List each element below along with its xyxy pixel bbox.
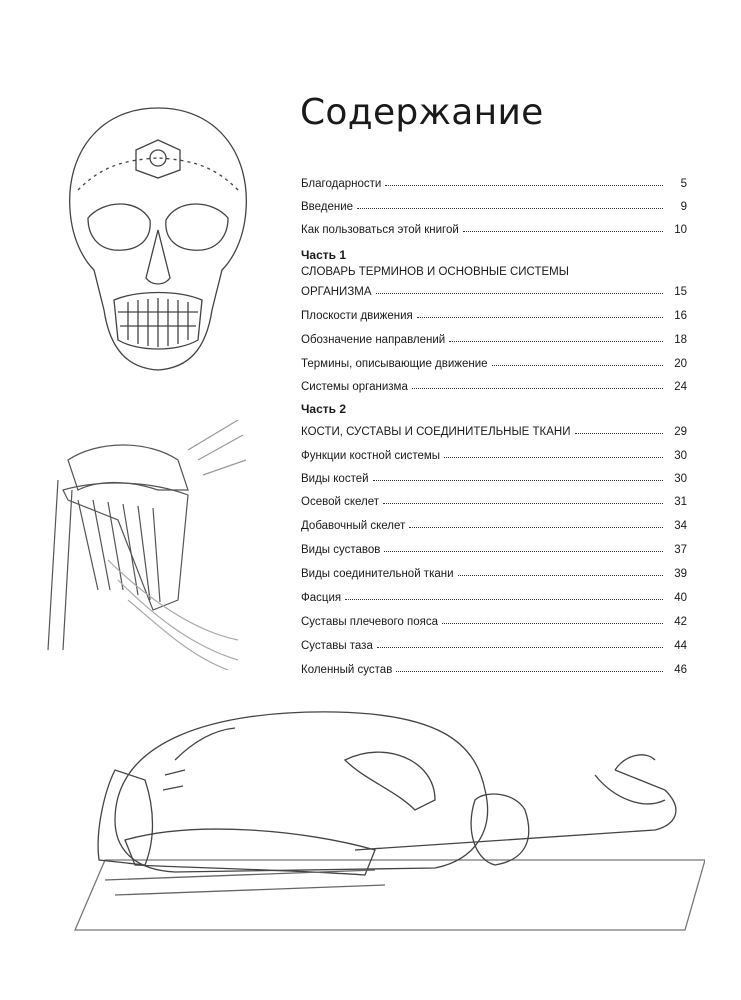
toc-entry-page: 9: [680, 201, 687, 213]
toc-entry[interactable]: [301, 280, 687, 298]
forward-fold-illustration: [55, 700, 705, 960]
toc-entry[interactable]: [301, 420, 687, 438]
toc-leader: [442, 623, 663, 624]
toc-leader: [383, 503, 663, 504]
toc-leader: [458, 575, 663, 576]
toc-entry[interactable]: [301, 586, 687, 604]
toc-leader: [357, 208, 663, 209]
toc-leader: [575, 433, 664, 434]
toc-entry-label: Функции костной системы: [301, 450, 444, 462]
toc-entry[interactable]: [301, 634, 687, 652]
toc-entry-label: Добавочный скелет: [301, 520, 409, 532]
part-title-line: КОСТИ, СУСТАВЫ И СОЕДИНИТЕЛЬНЫЕ ТКАНИ: [301, 426, 575, 438]
toc-entry-page: 10: [674, 224, 687, 236]
toc-leader: [377, 647, 663, 648]
toc-leader: [409, 527, 663, 528]
toc-entry-label: Фасция: [301, 592, 345, 604]
part-title-line: ОРГАНИЗМА: [301, 286, 376, 298]
toc-entry-page: 15: [674, 286, 687, 298]
part-heading: Часть 2: [301, 402, 347, 416]
shoulder-illustration: [38, 420, 248, 670]
toc-entry-label: Виды костей: [301, 473, 373, 485]
toc-entry-label: Осевой скелет: [301, 496, 383, 508]
page-title: Содержание: [300, 92, 544, 133]
toc-entry-label: Введение: [301, 201, 357, 213]
part-title-line: СЛОВАРЬ ТЕРМИНОВ И ОСНОВНЫЕ СИСТЕМЫ: [301, 266, 569, 278]
toc-entry[interactable]: [301, 467, 687, 485]
toc-leader: [444, 457, 663, 458]
toc-entry-page: 42: [674, 616, 687, 628]
toc-leader: [384, 551, 663, 552]
toc-entry-page: 46: [674, 664, 687, 676]
toc-leader: [412, 388, 663, 389]
toc-entry[interactable]: [301, 328, 687, 346]
toc-entry[interactable]: [301, 195, 687, 213]
toc-entry-page: 18: [674, 334, 687, 346]
toc-leader: [463, 231, 663, 232]
toc-entry[interactable]: [301, 490, 687, 508]
toc-leader: [417, 317, 663, 318]
toc-entry[interactable]: [301, 514, 687, 532]
toc-entry[interactable]: [301, 610, 687, 628]
toc-entry[interactable]: [301, 304, 687, 322]
toc-leader: [385, 185, 663, 186]
toc-entry-label: Коленный сустав: [301, 664, 396, 676]
toc-entry-page: 16: [674, 310, 687, 322]
toc-entry-page: 37: [674, 544, 687, 556]
toc-entry-page: 39: [674, 568, 687, 580]
toc-entry-page: 31: [674, 496, 687, 508]
toc-entry[interactable]: [301, 352, 687, 370]
toc-entry-label: Системы организма: [301, 381, 412, 393]
toc-entry-page: 44: [674, 640, 687, 652]
toc-leader: [449, 341, 663, 342]
toc-entry[interactable]: [301, 375, 687, 393]
toc-entry-page: 29: [674, 426, 687, 438]
toc-entry-page: 30: [674, 473, 687, 485]
toc-leader: [345, 599, 663, 600]
toc-entry-label: Виды суставов: [301, 544, 384, 556]
part-heading: Часть 1: [301, 248, 347, 262]
toc-leader: [492, 365, 663, 366]
skull-illustration: [58, 100, 258, 380]
toc-entry-label: Благодарности: [301, 178, 385, 190]
toc-leader: [396, 671, 663, 672]
toc-entry-label: Термины, описывающие движение: [301, 358, 492, 370]
toc-leader: [373, 480, 663, 481]
toc-entry-label: Суставы таза: [301, 640, 377, 652]
toc-entry-label: Суставы плечевого пояса: [301, 616, 442, 628]
toc-entry[interactable]: [301, 172, 687, 190]
toc-leader: [376, 293, 663, 294]
toc-entry[interactable]: [301, 538, 687, 556]
toc-entry-label: Как пользоваться этой книгой: [301, 224, 463, 236]
toc-entry[interactable]: [301, 218, 687, 236]
toc-entry-page: 5: [680, 178, 687, 190]
toc-entry-page: 30: [674, 450, 687, 462]
toc-entry[interactable]: [301, 562, 687, 580]
toc-entry-label: Виды соединительной ткани: [301, 568, 458, 580]
toc-entry-label: Плоскости движения: [301, 310, 417, 322]
toc-entry-page: 34: [674, 520, 687, 532]
toc-entry-label: Обозначение направлений: [301, 334, 449, 346]
toc-entry-page: 40: [674, 592, 687, 604]
toc-entry-page: 20: [674, 358, 687, 370]
toc-entry-page: 24: [674, 381, 687, 393]
toc-entry[interactable]: [301, 658, 687, 676]
toc-entry[interactable]: [301, 444, 687, 462]
